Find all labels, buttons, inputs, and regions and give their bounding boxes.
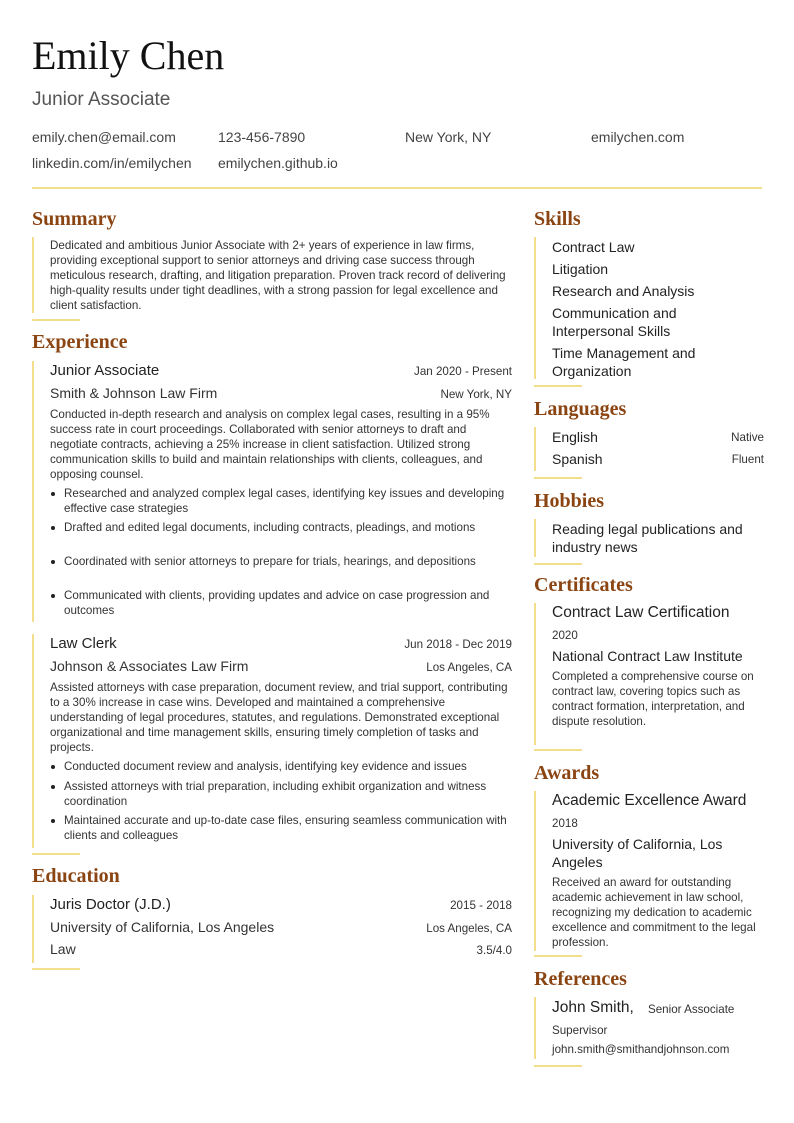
education-entry [32,895,512,963]
candidate-title: Junior Associate [32,89,171,110]
bullet-item: Coordinated with senior attorneys to prepare for trials, hearings, and depositions [50,554,512,569]
job-dates: Jun 2018 - Dec 2019 [404,638,512,651]
reference-entry [534,997,764,1059]
website-link[interactable]: emilychen.com [591,129,685,145]
languages-heading: Languages [534,398,627,420]
skills-section [534,237,764,379]
candidate-name: Emily Chen [32,33,225,78]
job-description: Assisted attorneys with case preparation, document review, and trial support, contributing to a 30% increase in case wins. Developed and maintained a comprehensive understanding of legal procedures, statutes, and regulations. Demonstrated exceptional organizational and time management skills, ensuring timely completion of tasks and projects. [50,681,508,754]
skills-heading: Skills [534,208,581,230]
awards-heading: Awards [534,762,600,784]
bullet-item: Assisted attorneys with trial preparation, including exhibit organization and witness coordination [50,779,512,809]
education-divider [32,968,80,970]
reference-email[interactable]: john.smith@smithandjohnson.com [552,1043,730,1056]
skill-item: Time Management and Organization [552,345,696,379]
summary-heading: Summary [32,208,117,230]
job-location: New York, NY [440,388,512,401]
bullet-item: Conducted document review and analysis, identifying key evidence and issues [50,759,512,774]
hobbies-divider [534,563,582,565]
bullet-item: Drafted and edited legal documents, including contracts, pleadings, and motions [50,520,512,535]
github-link[interactable]: emilychen.github.io [218,155,338,171]
skill-item: Research and Analysis [552,283,695,299]
job-location: Los Angeles, CA [426,661,512,674]
bullet-item: Researched and analyzed complex legal cases, identifying key issues and developing effective case strategies [50,486,512,516]
certificate-year: 2020 [552,629,578,642]
certificate-description: Completed a comprehensive course on contract law, covering topics such as contract formation, interpretation, and dispute resolution. [552,670,754,728]
language-level: Native [731,431,764,444]
experience-heading: Experience [32,331,128,353]
summary-text: Dedicated and ambitious Junior Associate with 2+ years of experience in law firms, providing exceptional support to senior attorneys and driving case success through meticulous research, drafting, and litigation preparation. Proven track record of delivering high-quality results under tight deadlines, with a strong passion for legal excellence and client satisfaction. [50,239,506,312]
job-description: Conducted in-depth research and analysis on complex legal cases, resulting in a 95% success rate in court proceedings. Collaborated with senior attorneys to draft and negotiate contracts, achieving a 25% increase in client satisfaction. Utilized strong communication skills to build and maintain relationships with clients, colleagues, and opposing counsel. [50,408,490,481]
hobbies-heading: Hobbies [534,490,605,512]
education-field: Law [50,941,76,957]
languages-divider [534,477,582,479]
job-dates: Jan 2020 - Present [414,365,512,378]
language-name: Spanish [552,451,603,467]
job-company: Smith & Johnson Law Firm [50,385,218,401]
references-heading: References [534,968,627,990]
location-text: New York, NY [405,129,492,145]
language-name: English [552,429,598,445]
experience-divider [32,853,80,855]
education-dates: 2015 - 2018 [450,899,512,912]
education-heading: Education [32,865,120,887]
job-role: Junior Associate [50,362,160,379]
phone-text: 123-456-7890 [218,129,306,145]
education-gpa: 3.5/4.0 [476,944,512,957]
reference-name: John Smith, [552,999,634,1016]
skills-divider [534,385,582,387]
certificate-name: Contract Law Certification [552,604,730,621]
email-link[interactable]: emily.chen@email.com [32,129,176,145]
references-divider [534,1065,582,1067]
hobbies-section [534,519,764,557]
award-name: Academic Excellence Award [552,792,747,809]
award-issuer: University of California, Los Angeles [552,836,723,870]
languages-section [534,427,764,471]
job-entry [32,361,512,622]
bullet-item: Maintained accurate and up-to-date case files, ensuring seamless communication with clients and colleagues [50,813,512,843]
award-description: Received an award for outstanding academic achievement in law school, recognizing my dedication to academic excellence and commitment to the legal profession. [552,876,756,949]
reference-relation: Supervisor [552,1024,608,1037]
awards-divider [534,955,582,957]
header-divider [32,187,762,189]
certificates-heading: Certificates [534,574,633,596]
reference-title: Senior Associate [648,1003,735,1016]
job-role: Law Clerk [50,635,117,652]
education-location: Los Angeles, CA [426,922,512,935]
job-company: Johnson & Associates Law Firm [50,658,249,674]
skill-item: Litigation [552,261,609,277]
summary-section [32,237,512,313]
bullet-item: Communicated with clients, providing updates and advice on case progression and outcomes [50,588,512,618]
summary-divider [32,319,80,321]
education-school: University of California, Los Angeles [50,919,275,935]
award-entry [534,791,764,951]
skill-item: Communication and Interpersonal Skills [552,305,677,339]
certificates-divider [534,749,582,751]
language-level: Fluent [731,453,764,466]
skill-item: Contract Law [552,239,635,255]
linkedin-link[interactable]: linkedin.com/in/emilychen [32,155,192,171]
award-year: 2018 [552,817,578,830]
hobby-item: Reading legal publications and industry news [552,521,743,555]
certificate-entry [534,603,764,745]
job-entry [32,634,512,848]
education-degree: Juris Doctor (J.D.) [50,896,171,913]
certificate-issuer: National Contract Law Institute [552,648,743,664]
